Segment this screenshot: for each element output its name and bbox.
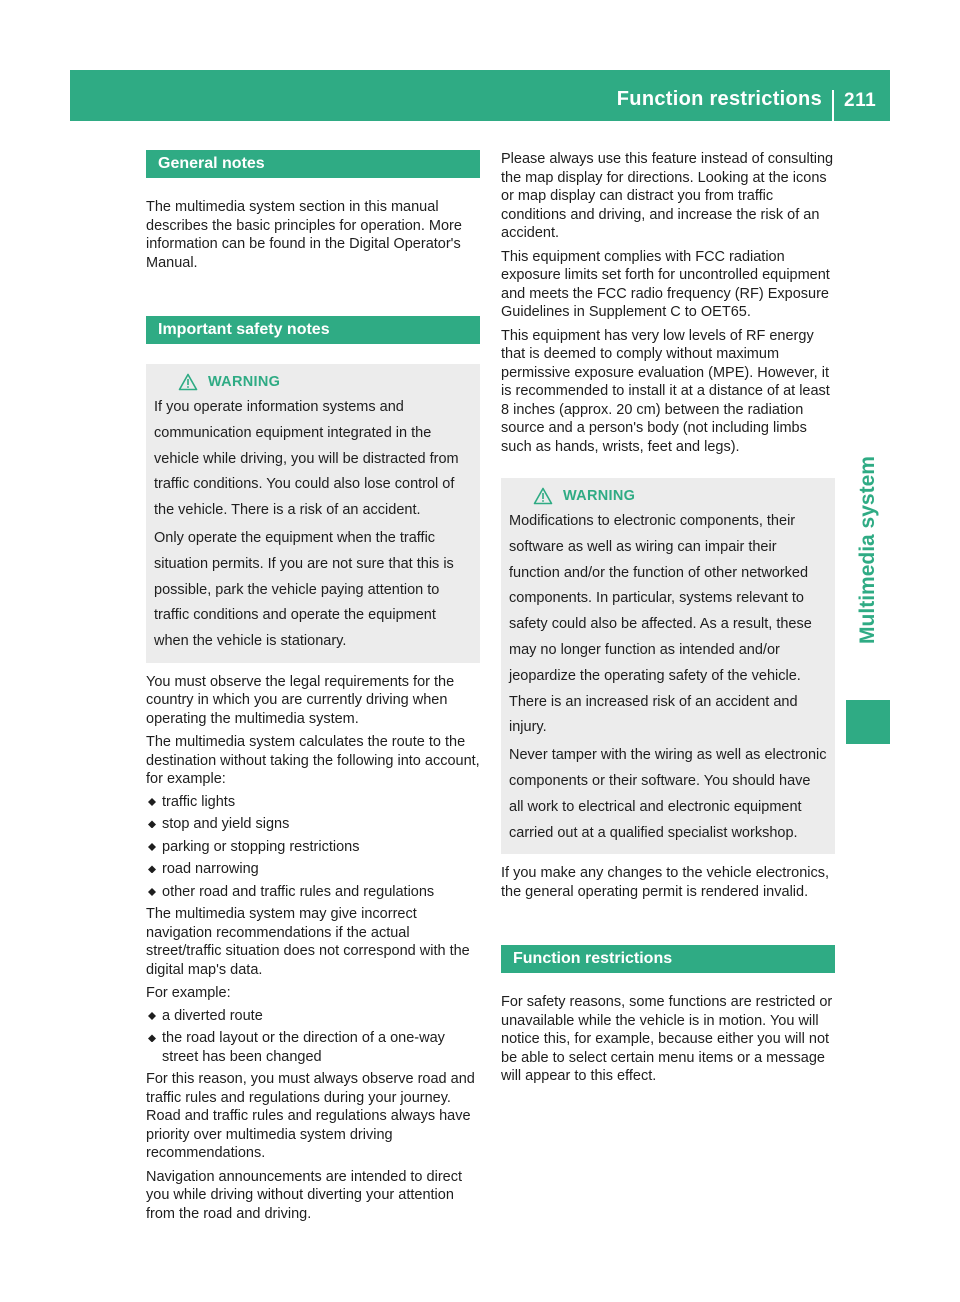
chapter-marker — [846, 700, 890, 744]
list-item: other road and traffic rules and regulations — [146, 883, 480, 902]
paragraph: If you make any changes to the vehicle electronics, the general operating permit is rendered invalid. — [501, 865, 830, 900]
section-title-safety-notes: Important safety notes — [146, 316, 480, 344]
paragraph: You must observe the legal requirements for the country in which you are currently driving when operating the multimedia system. — [146, 673, 455, 727]
list-item: a diverted route — [146, 1007, 480, 1026]
chapter-tab-label: Multimedia system — [856, 456, 879, 644]
example-list — [146, 1007, 480, 1067]
page-number: 211 — [844, 90, 877, 111]
paragraph: Navigation announcements are intended to direct you while driving without diverting your attention from the road and driving. — [146, 1168, 462, 1222]
paragraph: For example: — [146, 985, 231, 1002]
warning-text: Never tamper with the wiring as well as electronic components or their software. You should have all work to electrical and electronic equipment carried out at a qualified specialist workshop. — [509, 747, 827, 841]
chapter-tab — [846, 410, 890, 690]
paragraph: This equipment complies with FCC radiation exposure limits set forth for uncontrolled equipment and meets the FCC radio frequency (RF) Exposure Guidelines in Supplement C to OET65. — [501, 248, 830, 320]
warning-label: WARNING — [563, 488, 636, 504]
warning-box — [501, 478, 835, 854]
warning-text: Only operate the equipment when the traffic situation permits. If you are not sure that this is possible, park the vehicle paying attention to traffic conditions and operate the equipment when the vehicle is stationary. — [154, 529, 454, 650]
paragraph: This equipment has very low levels of RF energy that is deemed to comply without maximum permissive exposure evaluation (MPE). However, it is recommended to install it at a distance of at least 8 inches (approx. 20 cm) between the radiation source and a person's body (not including limbs such as hands, wrists, feet and legs). — [501, 327, 830, 455]
warning-text: If you operate information systems and communication equipment integrated in the vehicle while driving, you will be distracted from traffic conditions. You could also lose control of the vehicle. There is a risk of an accident. — [154, 399, 459, 519]
section-title-general-notes: General notes — [146, 150, 480, 178]
general-notes-text: The multimedia system section in this manual describes the basic principles for operation. More information can be found in the Digital Operator's Manual. — [146, 199, 462, 271]
paragraph: For this reason, you must always observe road and traffic rules and regulations during your journey. Road and traffic rules and regulations always have priority over multimedia system driving recommendations. — [146, 1071, 475, 1162]
section-title-function-restrictions: Function restrictions — [501, 945, 835, 973]
list-item: stop and yield signs — [146, 815, 480, 834]
right-column — [501, 150, 835, 1086]
left-column — [146, 150, 480, 1223]
list-item: traffic lights — [146, 793, 480, 812]
page-header — [70, 70, 890, 121]
warning-text: Modifications to electronic components, their software as well as wiring can impair their function and/or the function of other networked components. In particular, systems relevant to safety could also be affected. As a result, these may no longer function as intended and/or jeopardize the operating safety of the vehicle. There is an increased risk of an accident and injury. — [509, 513, 812, 736]
paragraph: Please always use this feature instead of consulting the map display for directions. Looking at the icons or map display can distract you from traffic conditions and driving, and increase the risk of an accident. — [501, 151, 834, 241]
list-item: road narrowing — [146, 860, 480, 879]
warning-box — [146, 364, 480, 663]
header-title: Function restrictions — [616, 88, 822, 110]
paragraph: The multimedia system may give incorrect navigation recommendations if the actual street/traffic situation does not correspond with the digital map's data. — [146, 906, 470, 978]
list-item: parking or stopping restrictions — [146, 838, 480, 857]
list-item: the road layout or the direction of a one-way street has been changed — [146, 1029, 480, 1066]
warning-triangle-icon — [178, 373, 198, 391]
warning-triangle-icon — [533, 487, 553, 505]
warning-label: WARNING — [208, 374, 281, 390]
paragraph: The multimedia system calculates the route to the destination without taking the following into account, for example: — [146, 734, 480, 788]
route-exceptions-list — [146, 793, 480, 902]
header-separator — [832, 90, 834, 121]
function-restrictions-text: For safety reasons, some functions are restricted or unavailable while the vehicle is in motion. You will notice this, for example, because either you will not be able to select certain menu items or a message will appear to this effect. — [501, 994, 833, 1085]
